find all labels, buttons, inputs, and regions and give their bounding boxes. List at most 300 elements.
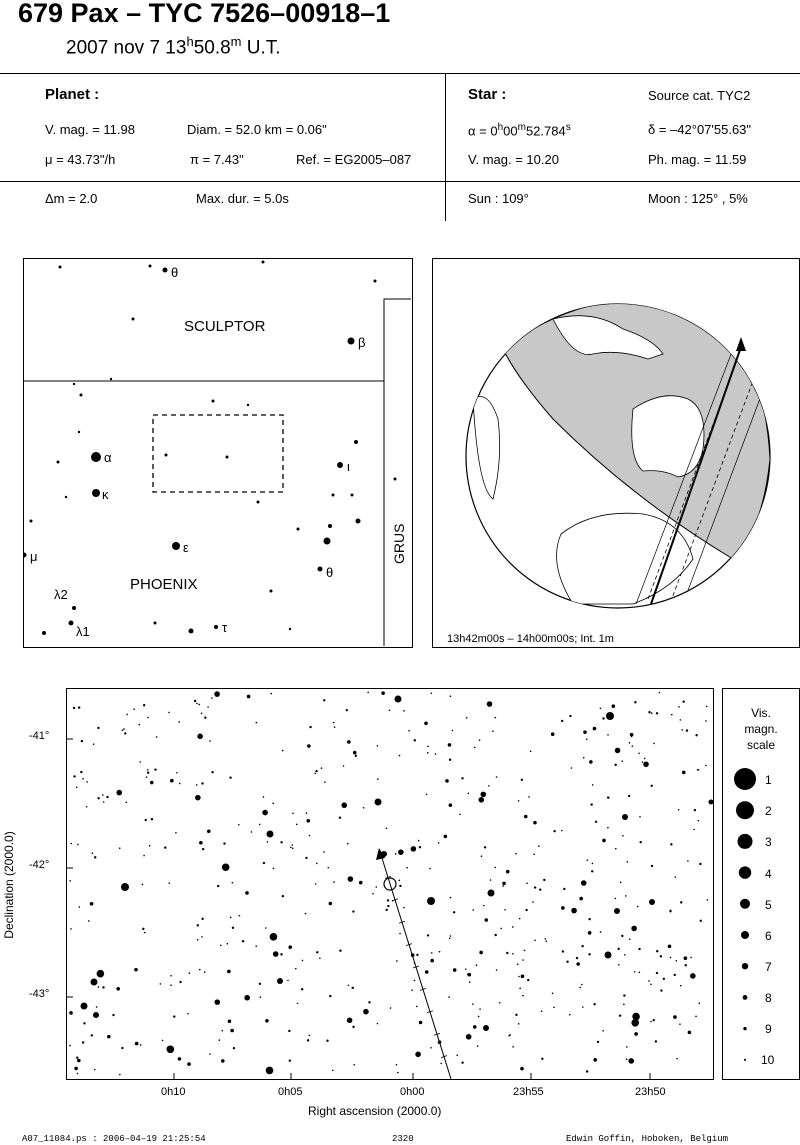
chart-star [414, 980, 416, 982]
bright-star [488, 890, 495, 897]
chart-star [301, 988, 303, 990]
chart-star [359, 881, 363, 885]
chart-star [634, 1032, 638, 1036]
chart-star [656, 712, 658, 714]
chart-star [82, 1041, 84, 1043]
chart-star [321, 767, 323, 769]
chart-star [698, 769, 700, 771]
chart-star [390, 1007, 392, 1009]
chart-star [566, 961, 568, 963]
chart-star [86, 806, 88, 808]
chart-star [306, 819, 310, 823]
chart-star [571, 767, 573, 769]
chart-star [592, 863, 594, 865]
chart-star [78, 906, 80, 908]
chart-star [545, 938, 547, 940]
chart-star [263, 862, 265, 864]
chart-star [112, 1014, 114, 1016]
bright-star [649, 899, 655, 905]
chart-star [125, 802, 127, 804]
chart-star [669, 910, 671, 912]
chart-star [77, 1059, 81, 1063]
finder-star [337, 462, 343, 468]
chart-star [478, 1016, 480, 1018]
chart-star [187, 1013, 189, 1015]
chart-star [209, 1053, 211, 1055]
chart-star [92, 852, 94, 854]
page-title: 679 Pax – TYC 7526–00918–1 [18, 0, 391, 28]
chart-star [222, 863, 230, 871]
chart-star [406, 867, 408, 869]
chart-star [138, 724, 140, 726]
chart-star [385, 909, 387, 911]
star-label-lambda1: λ1 [76, 624, 90, 639]
finder-star [212, 400, 215, 403]
moon-info: Moon : 125° , 5% [648, 191, 748, 206]
chart-star [440, 1063, 442, 1065]
chart-star [553, 830, 555, 832]
chart-star [211, 771, 213, 773]
chart-star [468, 973, 472, 977]
chart-star [639, 972, 641, 974]
chart-star [265, 927, 267, 929]
chart-star [387, 905, 389, 907]
chart-star [629, 939, 631, 941]
chart-star [347, 740, 351, 744]
chart-star [588, 953, 590, 955]
chart-star [615, 748, 621, 754]
chart-star [506, 952, 508, 954]
chart-star [623, 994, 625, 996]
chart-star [592, 784, 594, 786]
bright-star [709, 800, 714, 805]
chart-star [473, 1025, 477, 1029]
chart-star [116, 790, 122, 796]
chart-star [581, 984, 583, 986]
finder-star [351, 494, 354, 497]
chart-star [255, 945, 257, 947]
finder-star [226, 456, 229, 459]
chart-star [625, 895, 627, 897]
chart-star [528, 796, 530, 798]
chart-star [483, 905, 485, 907]
chart-star [419, 1021, 423, 1025]
chart-star [97, 970, 105, 978]
chart-star [319, 957, 321, 959]
chart-star [699, 1003, 701, 1005]
sun-elongation: Sun : 109° [468, 191, 529, 206]
chart-star [223, 842, 225, 844]
chart-star [353, 1064, 355, 1066]
chart-star [290, 846, 292, 848]
constellation-phoenix: PHOENIX [130, 576, 198, 593]
chart-star [229, 776, 231, 778]
chart-star [651, 785, 653, 787]
chart-star [478, 797, 484, 803]
chart-star [389, 709, 391, 711]
finder-star-field [24, 261, 397, 636]
chart-star [220, 944, 222, 946]
path-direction-arrow [736, 337, 746, 351]
chart-star [134, 968, 138, 972]
chart-star [395, 853, 397, 855]
chart-star [178, 721, 180, 723]
scale-mag-7: 7 [765, 960, 772, 974]
chart-star [197, 734, 203, 740]
chart-star [445, 779, 449, 783]
chart-star [593, 727, 597, 731]
scale-mag-10: 10 [761, 1053, 775, 1067]
chart-star [245, 891, 249, 895]
chart-star [676, 1058, 678, 1060]
chart-star [631, 745, 633, 747]
chart-star [538, 845, 540, 847]
chart-star [348, 984, 350, 986]
chart-star [199, 969, 201, 971]
scale-mag-6: 6 [765, 929, 772, 943]
chart-star [83, 1022, 85, 1024]
chart-star [387, 899, 389, 901]
chart-star [519, 988, 521, 990]
chart-star [431, 692, 433, 694]
chart-star [615, 848, 617, 850]
chart-star [363, 807, 365, 809]
footer-author: Edwin Goffin, Hoboken, Belgium [566, 1134, 729, 1144]
chart-star [438, 842, 440, 844]
chart-star [488, 785, 490, 787]
chart-star [576, 957, 578, 959]
chart-star [526, 883, 528, 885]
chart-star [315, 770, 317, 772]
finder-star [69, 621, 74, 626]
chart-star [484, 918, 488, 922]
chart-star [499, 1002, 501, 1004]
chart-star [449, 759, 451, 761]
scale-dot [743, 995, 748, 1000]
chart-star [620, 881, 622, 883]
chart-star [143, 704, 145, 706]
chart-star [214, 999, 220, 1005]
chart-star [534, 940, 536, 942]
chart-star [339, 817, 341, 819]
chart-star [288, 945, 292, 949]
chart-star [453, 911, 455, 913]
chart-star [415, 1051, 421, 1057]
chart-star [143, 855, 145, 857]
chart-star [680, 901, 682, 903]
chart-star [97, 727, 99, 729]
chart-star [508, 1035, 510, 1037]
chart-star [541, 1058, 543, 1060]
chart-star [147, 717, 149, 719]
chart-star [80, 771, 82, 773]
chart-star [681, 729, 683, 731]
chart-star [76, 1057, 78, 1059]
chart-star [615, 898, 617, 900]
chart-star [597, 1041, 599, 1043]
chart-star [474, 747, 476, 749]
chart-star [651, 712, 653, 714]
chart-star [569, 1014, 571, 1016]
chart-star [643, 761, 649, 767]
chart-star [70, 843, 72, 845]
scale-mag-5: 5 [765, 898, 772, 912]
chart-star [644, 758, 646, 760]
chart-star [670, 843, 672, 845]
chart-star [297, 1003, 299, 1005]
y-tick-label: -42° [29, 859, 50, 871]
chart-star [309, 726, 311, 728]
chart-star [477, 1045, 479, 1047]
chart-star [634, 971, 636, 973]
planet-reference: Ref. = EG2005–087 [296, 152, 412, 167]
finder-star [289, 628, 291, 630]
chart-star [107, 1035, 111, 1039]
chart-star [416, 1006, 418, 1008]
bright-star [622, 814, 628, 820]
chart-star [139, 761, 141, 763]
chart-star [199, 841, 203, 845]
bright-star [375, 799, 382, 806]
chart-star [403, 907, 405, 909]
scale-dot [739, 866, 751, 878]
star-label-tau: τ [222, 620, 228, 635]
chart-star [465, 968, 467, 970]
finder-star [356, 519, 361, 524]
chart-star [429, 868, 431, 870]
chart-star [690, 973, 696, 979]
chart-star [377, 1023, 379, 1025]
chart-star [347, 1017, 353, 1023]
chart-star [81, 740, 83, 742]
chart-star [527, 979, 529, 981]
chart-star [439, 951, 441, 953]
finder-star [348, 338, 355, 345]
scale-mag-9: 9 [765, 1022, 772, 1036]
chart-star [323, 851, 325, 853]
chart-star [673, 1015, 677, 1019]
finder-star [73, 383, 75, 385]
globe-panel [432, 258, 800, 648]
chart-star [452, 730, 454, 732]
scale-dot [744, 1059, 746, 1061]
chart-star [147, 771, 149, 773]
chart-star [168, 882, 170, 884]
chart-star [176, 772, 178, 774]
chart-star [650, 983, 652, 985]
chart-star [675, 960, 677, 962]
chart-star [352, 1026, 354, 1028]
chart-star [614, 764, 616, 766]
chart-star [74, 1067, 78, 1071]
chart-star [479, 739, 481, 741]
chart-star [626, 1059, 628, 1061]
chart-star [707, 899, 709, 901]
chart-star [660, 955, 662, 957]
chart-star [466, 717, 468, 719]
chart-star [239, 915, 241, 917]
chart-star [427, 752, 429, 754]
star-label-alpha: α [104, 450, 112, 465]
chart-star [173, 1015, 175, 1017]
chart-star [135, 1042, 139, 1046]
chart-star [377, 778, 379, 780]
chart-star [615, 751, 617, 753]
chart-star [637, 906, 639, 908]
chart-star [86, 781, 88, 783]
chart-star [590, 803, 592, 805]
chart-star [411, 989, 413, 991]
chart-star [494, 867, 496, 869]
finder-chart [23, 258, 413, 648]
chart-star [256, 722, 258, 724]
finder-star [324, 538, 331, 545]
finder-star [92, 489, 100, 497]
chart-star [638, 948, 640, 950]
chart-star [97, 797, 99, 799]
max-duration: Max. dur. = 5.0s [196, 191, 289, 206]
chart-star [512, 953, 514, 955]
chart-star [518, 1023, 520, 1025]
chart-star [77, 1073, 79, 1075]
chart-star [69, 1011, 73, 1015]
x-axis-label: Right ascension (2000.0) [308, 1104, 442, 1118]
bright-star [614, 908, 620, 914]
chart-star [221, 1059, 225, 1063]
chart-star [326, 1040, 328, 1042]
chart-star [414, 739, 416, 741]
chart-star [479, 1008, 481, 1010]
chart-star [618, 964, 620, 966]
chart-star [459, 814, 461, 816]
chart-star [583, 757, 585, 759]
chart-star [198, 704, 200, 706]
star-label-beta: β [358, 335, 366, 350]
chart-star [472, 909, 474, 911]
scale-dots [734, 768, 756, 1061]
chart-star [267, 841, 269, 843]
chart-star [121, 1047, 123, 1049]
chart-star [533, 821, 537, 825]
chart-star [506, 870, 510, 874]
chart-star [502, 882, 506, 886]
chart-star [687, 860, 689, 862]
chart-star [593, 1003, 595, 1005]
scale-mag-4: 4 [765, 867, 772, 881]
x-tick-label: 23h55 [513, 1086, 544, 1098]
chart-star [201, 782, 203, 784]
chart-star [602, 1030, 604, 1032]
chart-star [490, 879, 492, 881]
chart-star [431, 952, 433, 954]
chart-star [694, 809, 696, 811]
chart-star [381, 691, 385, 695]
chart-star [448, 743, 452, 747]
chart-star [122, 729, 124, 731]
x-tick-label: 23h50 [635, 1086, 666, 1098]
star-phmag: Ph. mag. = 11.59 [648, 152, 747, 167]
chart-star [552, 993, 554, 995]
chart-star [579, 897, 583, 901]
chart-star [260, 996, 262, 998]
chart-star [671, 714, 673, 716]
chart-star [367, 692, 369, 694]
chart-star [175, 832, 177, 834]
chart-star [348, 876, 354, 882]
chart-star [700, 920, 702, 922]
chart-star [232, 882, 234, 884]
chart-star [496, 776, 498, 778]
chart-star [521, 779, 523, 781]
y-tick-label: -41° [29, 730, 50, 742]
event-datetime: 2007 nov 7 13$^h$50.8$^m$ U.T. [66, 34, 281, 59]
chart-star [230, 1029, 234, 1033]
scale-mag-3: 3 [765, 835, 772, 849]
chart-star [102, 986, 104, 988]
chart-star [495, 717, 497, 719]
chart-star [481, 855, 483, 857]
chart-star [197, 939, 199, 941]
chart-star [539, 888, 541, 890]
chart-star [346, 709, 348, 711]
chart-star [469, 981, 471, 983]
chart-star [571, 908, 577, 914]
chart-star [295, 968, 297, 970]
chart-star [309, 1035, 311, 1037]
chart-star [196, 784, 198, 786]
chart-star [569, 715, 571, 717]
chart-star [228, 1019, 232, 1023]
y-axis-label: Declination (2000.0) [2, 831, 16, 939]
chart-star [680, 985, 682, 987]
chart-star [607, 827, 609, 829]
chart-star [273, 951, 279, 957]
chart-star [430, 1047, 432, 1049]
finder-star [172, 542, 180, 550]
chart-star [170, 984, 172, 986]
finder-star [154, 622, 157, 625]
chart-star [653, 743, 655, 745]
footer-code: 2320 [392, 1134, 414, 1144]
chart-star [399, 880, 401, 882]
chart-star [479, 951, 483, 955]
chart-star [621, 935, 623, 937]
chart-star [339, 950, 341, 952]
scale-dot [742, 963, 748, 969]
chart-star [484, 846, 486, 848]
planet-heading: Planet : [45, 86, 100, 103]
bright-star [121, 883, 129, 891]
chart-star [660, 989, 662, 991]
chart-star [124, 732, 126, 734]
chart-star [642, 761, 644, 763]
chart-star [288, 1030, 290, 1032]
chart-star [502, 885, 504, 887]
finder-star [328, 524, 332, 528]
globe-caption: 13h42m00s – 14h00m00s; Int. 1m [447, 633, 614, 645]
finder-star [262, 261, 265, 264]
chart-star [581, 880, 587, 886]
chart-star [296, 824, 298, 826]
scale-dot [743, 1027, 746, 1030]
chart-star [632, 1013, 640, 1021]
chart-star [648, 980, 650, 982]
chart-star [247, 695, 251, 699]
chart-star [315, 883, 317, 885]
chart-star [88, 920, 90, 922]
star-declination: δ = –42°07'55.63" [648, 122, 752, 137]
chart-star [595, 821, 597, 823]
